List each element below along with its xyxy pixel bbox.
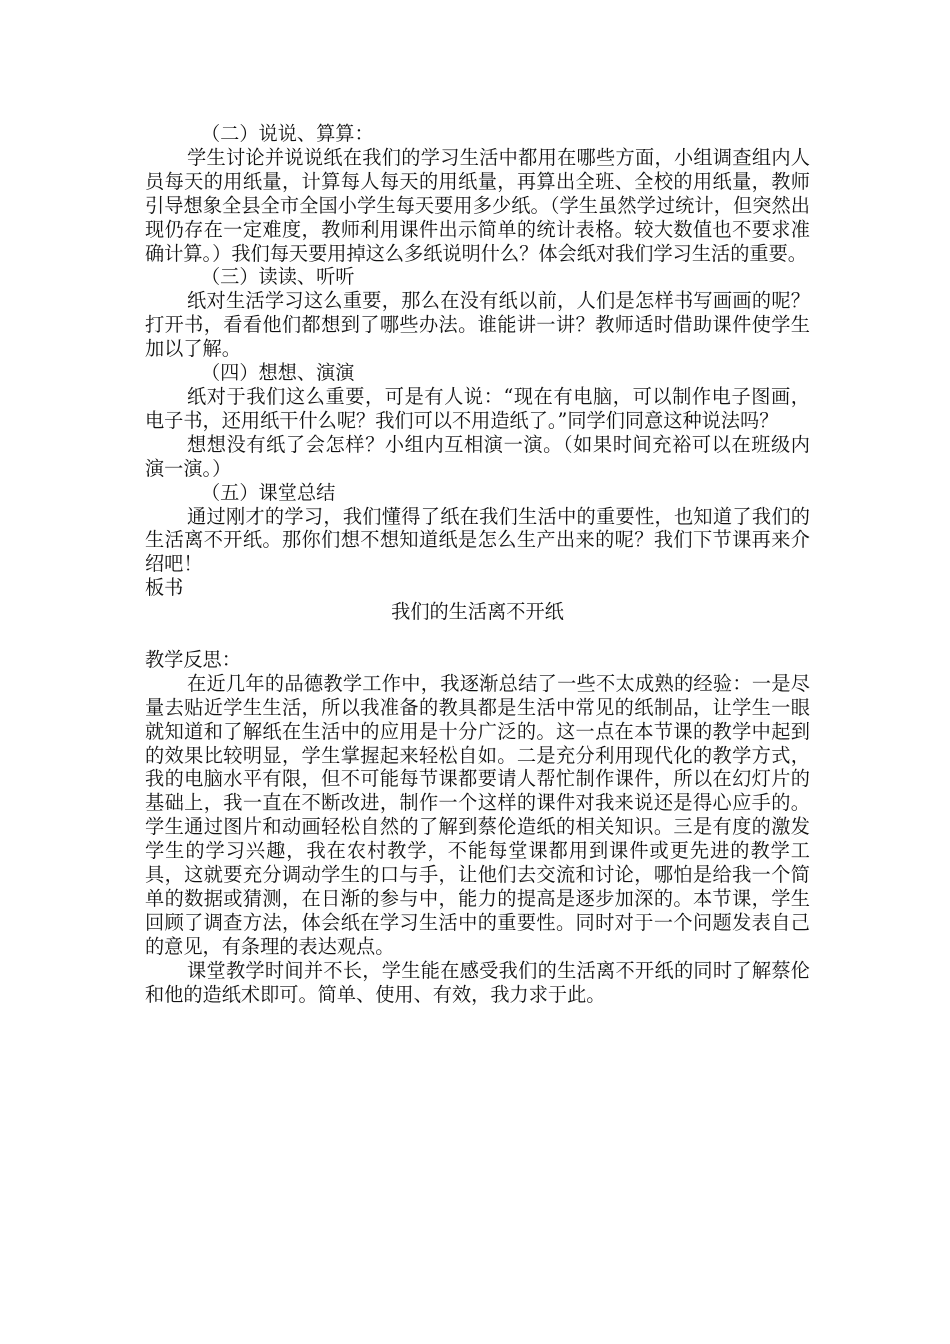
spacer: [145, 624, 810, 648]
reflection-paragraph-1: 在近几年的品德教学工作中，我逐渐总结了一些不太成熟的经验：一是尽量去贴近学生生活，所以我准备的教具都是生活中常见的纸制品，让学生一眼就知道和了解纸在生活中的应用是十分广泛的。这一点在本节课的教学中起到的效果比较明显，学生掌握起来轻松自如。二是充分利用现代化的教学方式，我的电脑水平有限，但不可能每节课都要请人帮忙制作课件，所以在幻灯片的基础上，我一直在不断改进，制作一个这样的课件对我来说还是得心应手的。学生通过图片和动画轻松自然的了解到蔡伦造纸的相关知识。三是有度的激发学生的学习兴趣，我在农村教学，不能每堂课都用到课件或更先进的教学工具，这就要充分调动学生的口与手，让他们去交流和讨论，哪怕是给我一个简单的数据或猜测，在日渐的参与中，能力的提高是逐步加深的。本节课，学生回顾了调查方法，体会纸在学习生活中的重要性。同时对于一个问题发表自己的意见，有条理的表达观点。: [145, 671, 810, 958]
board-title: 我们的生活离不开纸: [391, 600, 564, 624]
section-2-heading: （二）说说、算算：: [201, 122, 374, 145]
reflection-label: 教学反思：: [145, 647, 241, 671]
section-5-heading: （五）课堂总结: [201, 480, 336, 504]
reflection-paragraph-2: 课堂教学时间并不长，学生能在感受我们的生活离不开纸的同时了解蔡伦和他的造纸术即可。简单、使用、有效，我力求于此。: [145, 958, 810, 1006]
document-page: [145, 122, 810, 1007]
section-4-paragraph-2: 想想没有纸了会怎样？小组内互相演一演。（如果时间充裕可以在班级内演一演。）: [145, 432, 810, 480]
board-label: 板书: [145, 576, 184, 600]
section-2-paragraph: 学生讨论并说说纸在我们的学习生活中都用在哪些方面，小组调查组内人员每天的用纸量，计算每人每天的用纸量，再算出全班、全校的用纸量，教师引导想象全县全市全国小学生每天要用多少纸。（学生虽然学过统计，但突然出现仍存在一定难度，教师利用课件出示简单的统计表格。较大数值也不要求准确计算。）我们每天要用掉这么多纸说明什么？体会纸对我们学习生活的重要。: [145, 145, 810, 265]
section-5-paragraph: 通过刚才的学习，我们懂得了纸在我们生活中的重要性，也知道了我们的生活离不开纸。那你们想不想知道纸是怎么生产出来的呢？我们下节课再来介绍吧！: [145, 504, 810, 576]
section-3-paragraph: 纸对生活学习这么重要，那么在没有纸以前，人们是怎样书写画画的呢？打开书，看看他们都想到了哪些办法。谁能讲一讲？教师适时借助课件使学生加以了解。: [145, 289, 810, 361]
section-3-heading: （三）读读、听听: [201, 265, 355, 289]
section-4-heading: （四）想想、演演: [201, 361, 355, 385]
section-4-paragraph-1: 纸对于我们这么重要，可是有人说：“现在有电脑，可以制作电子图画，电子书，还用纸干什么呢？我们可以不用造纸了。”同学们同意这种说法吗？: [145, 384, 810, 432]
